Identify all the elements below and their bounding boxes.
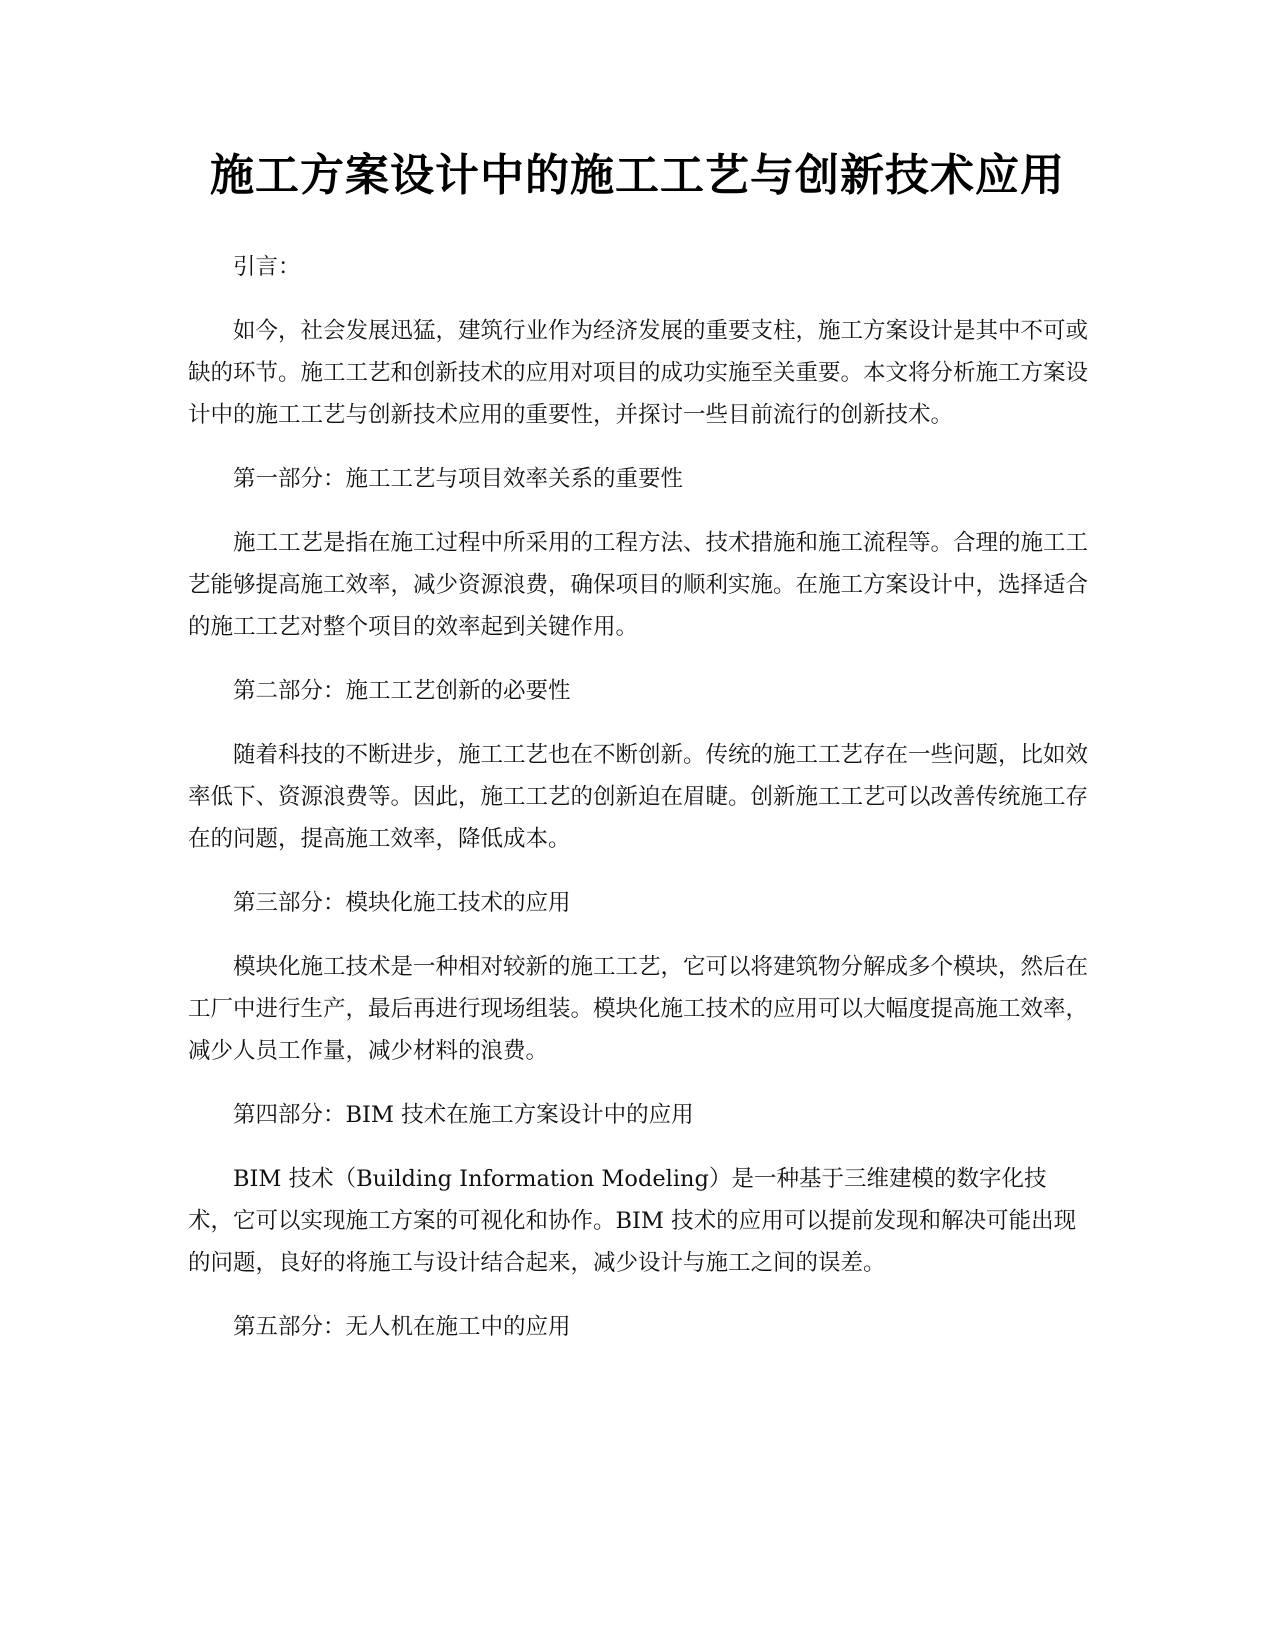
section-5-heading: 第五部分：无人机在施工中的应用 xyxy=(233,1314,571,1340)
section-2-heading: 第二部分：施工工艺创新的必要性 xyxy=(233,678,571,704)
section-1-paragraph: 施工工艺是指在施工过程中所采用的工程方法、技术措施和施工流程等。合理的施工工艺能够提高施工效率，减少资源浪费，确保项目的顺利实施。在施工方案设计中，选择适合的施工工艺对整个项目的效率起到关键作用。 xyxy=(188,530,1089,640)
section-2-paragraph: 随着科技的不断进步，施工工艺也在不断创新。传统的施工工艺存在一些问题，比如效率低下、资源浪费等。因此，施工工艺的创新迫在眉睫。创新施工工艺可以改善传统施工存在的问题，提高施工效率，降低成本。 xyxy=(188,742,1089,852)
section-4-paragraph: BIM 技术（Building Information Modeling）是一种基于三维建模的数字化技术，它可以实现施工方案的可视化和协作。BIM 技术的应用可以提前发现和解决可能出现的问题，良好的将施工与设计结合起来，减少设计与施工之间的误差。 xyxy=(188,1166,1077,1276)
section-3-heading: 第三部分：模块化施工技术的应用 xyxy=(233,890,571,916)
document-title: 施工方案设计中的施工工艺与创新技术应用 xyxy=(210,150,1065,201)
intro-heading: 引言： xyxy=(233,254,301,280)
section-4-heading: 第四部分：BIM 技术在施工方案设计中的应用 xyxy=(233,1102,694,1128)
section-1-heading: 第一部分：施工工艺与项目效率关系的重要性 xyxy=(233,466,684,492)
section-3-paragraph: 模块化施工技术是一种相对较新的施工工艺，它可以将建筑物分解成多个模块，然后在工厂中进行生产，最后再进行现场组装。模块化施工技术的应用可以大幅度提高施工效率，减少人员工作量，减少材料的浪费。 xyxy=(188,954,1089,1064)
intro-paragraph: 如今，社会发展迅猛，建筑行业作为经济发展的重要支柱，施工方案设计是其中不可或缺的环节。施工工艺和创新技术的应用对项目的成功实施至关重要。本文将分析施工方案设计中的施工工艺与创新技术应用的重要性，并探讨一些目前流行的创新技术。 xyxy=(188,318,1089,428)
document-body xyxy=(188,246,1088,1370)
